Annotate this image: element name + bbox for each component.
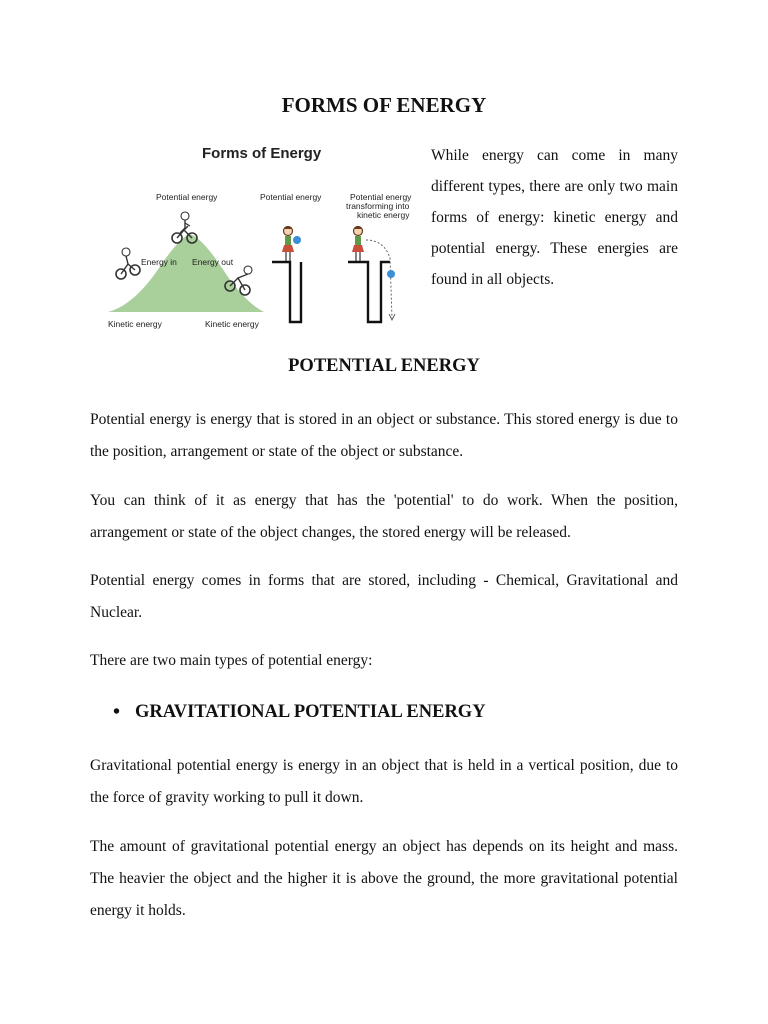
bullet-icon: • xyxy=(113,701,121,723)
ball-held-icon xyxy=(293,236,301,244)
hill-potential-label: Potential energy xyxy=(156,192,218,202)
transform-label-line3: kinetic energy xyxy=(357,210,410,220)
ledge-right-outline xyxy=(348,262,390,322)
transform-label-line2: transforming into xyxy=(346,201,410,211)
potential-paragraph-3: Potential energy comes in forms that are stored, including - Chemical, Gravitational and Nuclear. xyxy=(90,572,678,621)
kinetic-right-label: Kinetic energy xyxy=(205,319,259,329)
intro-paragraph: While energy can come in many different types, there are only two main forms of energy: kinetic energy and potential energy. These energies are found in all objects. xyxy=(431,147,678,288)
energy-in-label: Energy in xyxy=(141,257,177,267)
gravitational-heading xyxy=(113,701,486,724)
ledge-left-outline xyxy=(272,262,301,322)
girl-dropping-ball-icon xyxy=(352,227,364,262)
page-title: FORMS OF ENERGY xyxy=(281,93,487,117)
forms-of-energy-diagram xyxy=(104,140,424,332)
potential-energy-heading: POTENTIAL ENERGY xyxy=(288,356,480,376)
bike-rider-left-icon xyxy=(116,248,140,279)
potential-paragraph-4: There are two main types of potential energy: xyxy=(90,652,373,669)
potential-paragraph-2: You can think of it as energy that has the 'potential' to do work. When the position, arrangement or state of the object changes, the stored energy will be released. xyxy=(90,492,678,541)
ledge-potential-label: Potential energy xyxy=(260,192,322,202)
ball-falling-icon xyxy=(387,270,395,278)
potential-paragraph-1: Potential energy is energy that is stored in an object or substance. This stored energy is due to the position, arrangement or state of the object or substance. xyxy=(90,411,678,460)
gravitational-paragraph-2: The amount of gravitational potential energy an object has depends on its height and mass. The heavier the object and the higher it is above the ground, the more gravitational potential energy it holds. xyxy=(90,838,678,919)
energy-out-label: Energy out xyxy=(192,257,234,267)
kinetic-left-label: Kinetic energy xyxy=(108,319,162,329)
ball-trajectory-arrow xyxy=(366,240,392,318)
transform-label-line1: Potential energy xyxy=(350,192,412,202)
gravitational-heading-text: GRAVITATIONAL POTENTIAL ENERGY xyxy=(135,702,486,722)
gravitational-paragraph-1: Gravitational potential energy is energy in an object that is held in a vertical position, due to the force of gravity working to pull it down. xyxy=(90,757,678,806)
diagram-title: Forms of Energy xyxy=(202,145,322,162)
girl-holding-ball-icon xyxy=(282,227,294,262)
